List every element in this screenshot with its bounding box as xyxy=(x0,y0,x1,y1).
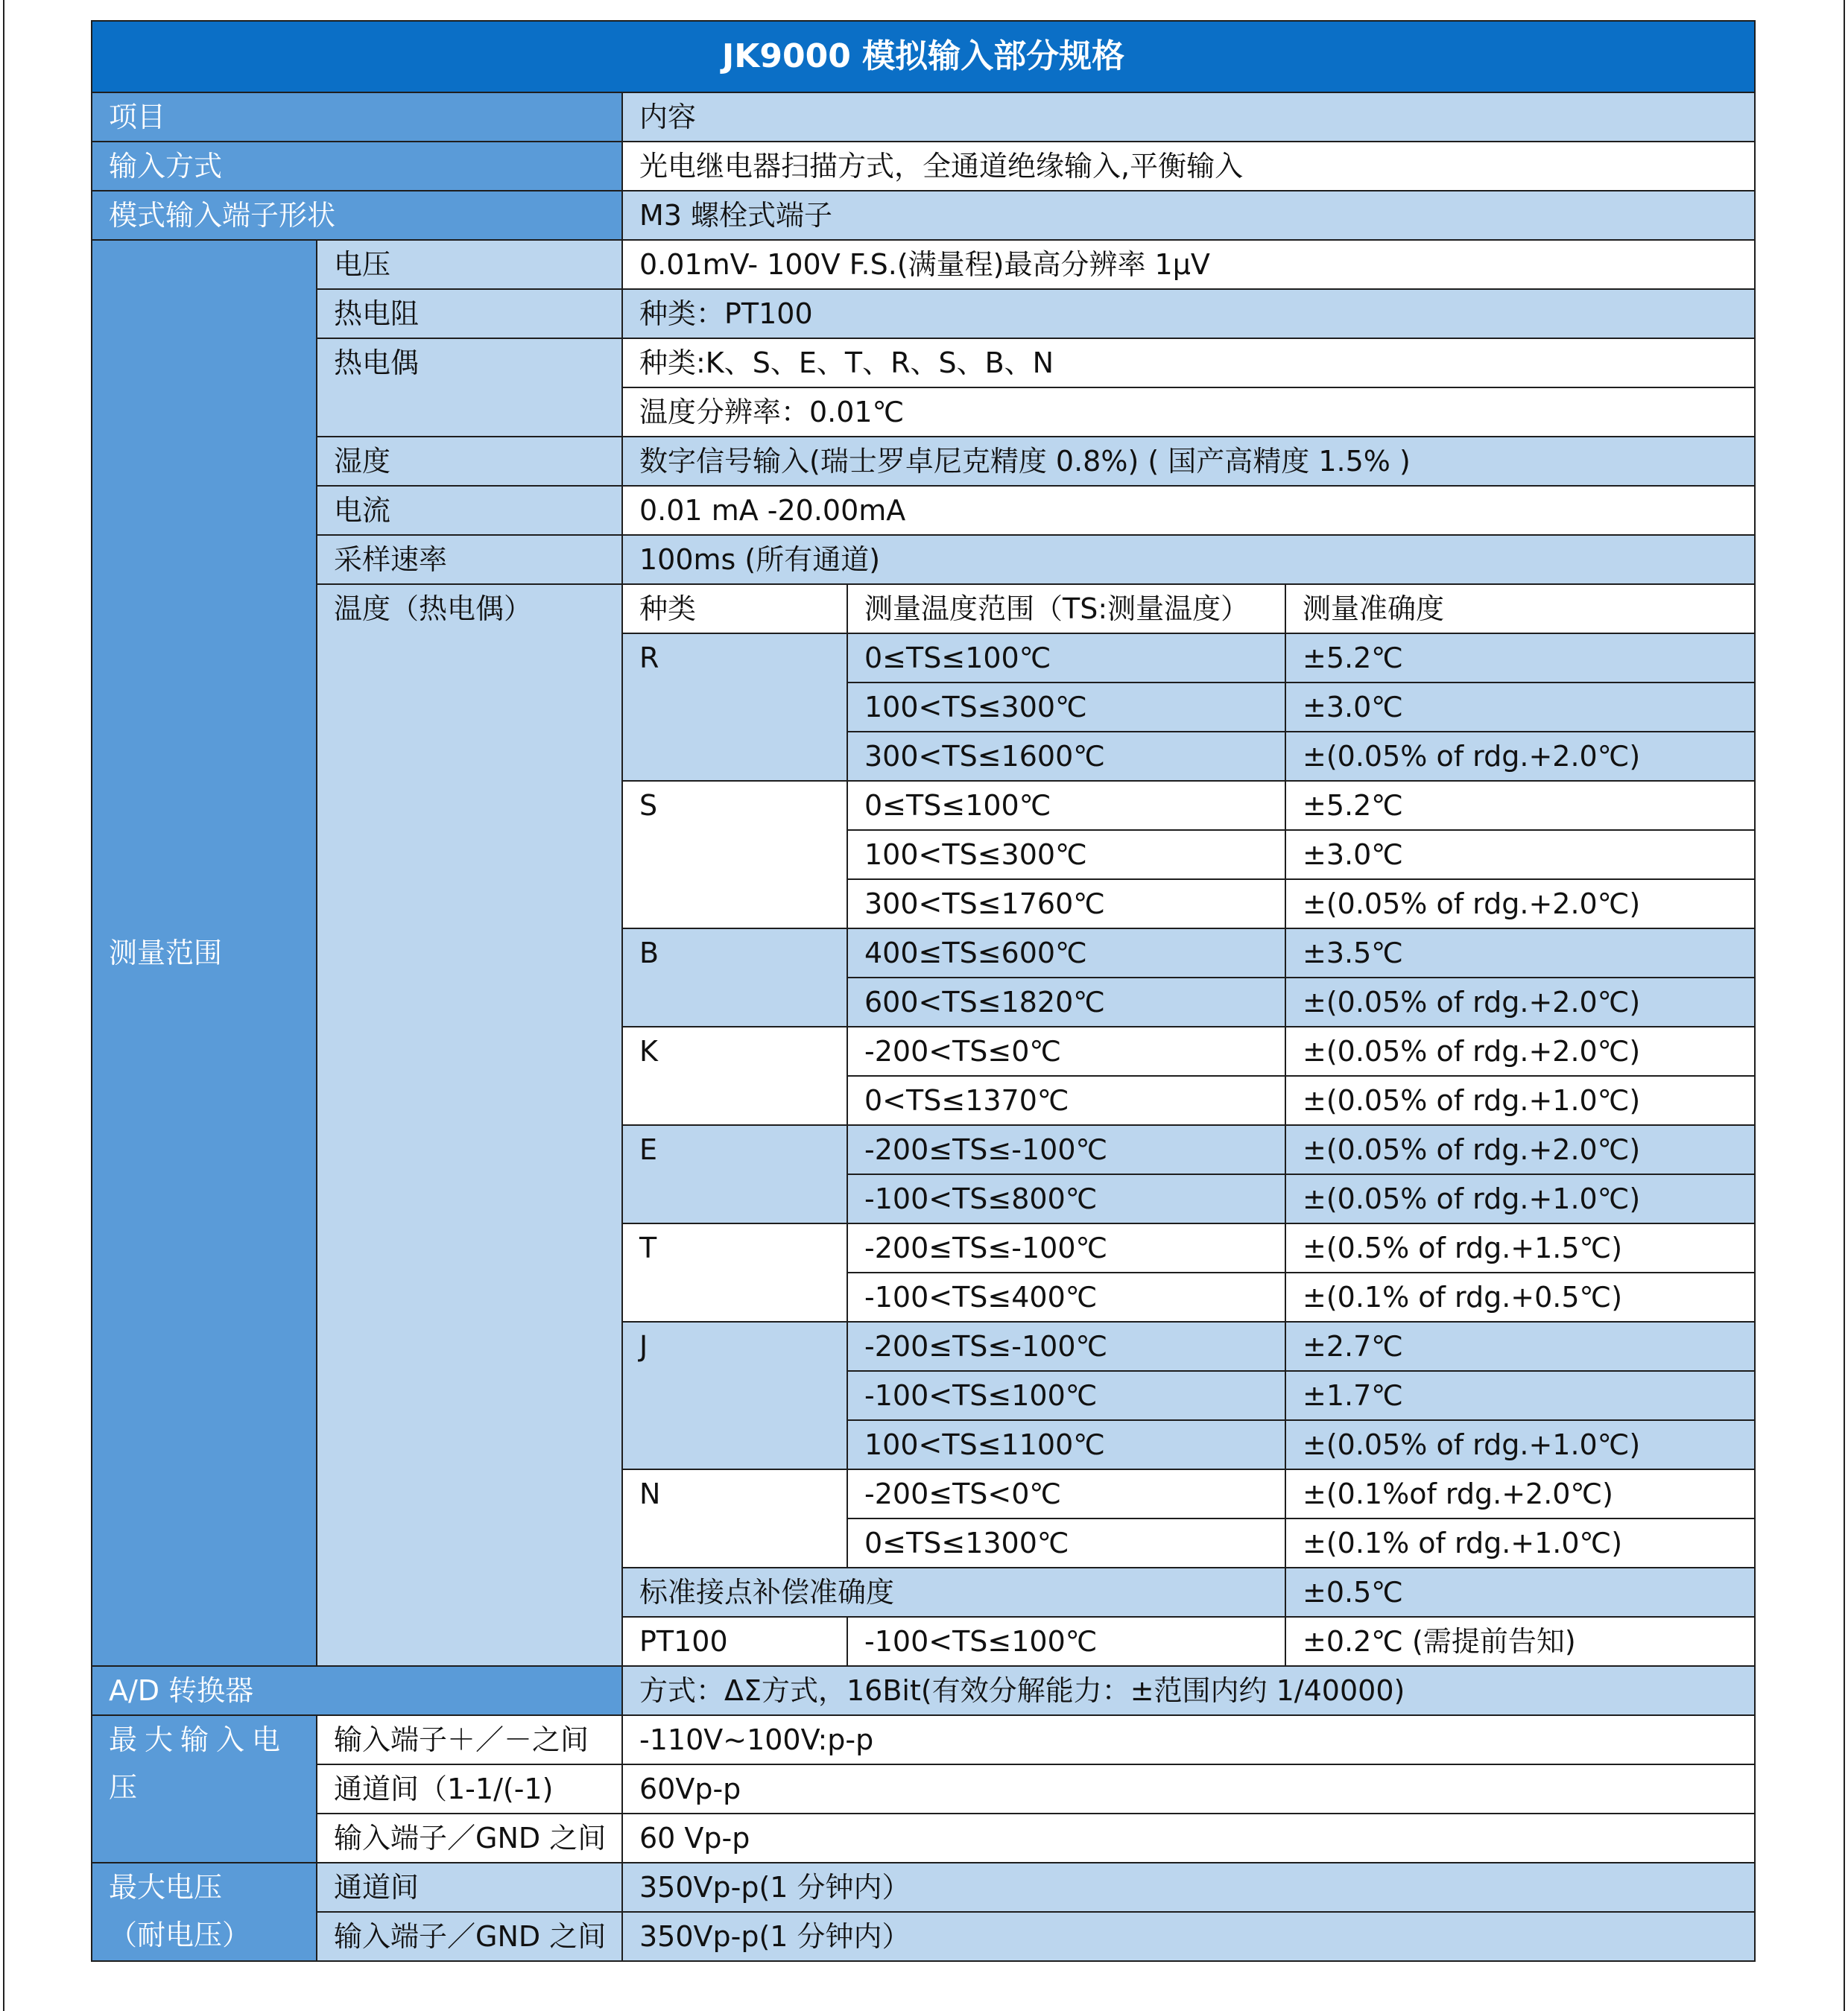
tc-type: R xyxy=(622,633,847,781)
tc-range: -100<TS≤100℃ xyxy=(847,1371,1285,1420)
page-title: JK9000 模拟输入部分规格 xyxy=(92,21,1755,92)
tc-label: 温度（热电偶） xyxy=(317,584,622,1666)
measure-range-label: 测量范围 xyxy=(92,240,317,1666)
tc-accuracy: ±(0.1% of rdg.+0.5℃) xyxy=(1285,1273,1755,1322)
tc-range: -200≤TS<0℃ xyxy=(847,1469,1285,1518)
terminal-shape-value: M3 螺栓式端子 xyxy=(622,191,1755,240)
terminal-shape-label: 模式输入端子形状 xyxy=(92,191,622,240)
max-voltage-label-line1: 最大电压 xyxy=(109,1871,223,1904)
tc-type: N xyxy=(622,1469,847,1568)
rtd-value: 种类：PT100 xyxy=(622,289,1755,338)
current-label: 电流 xyxy=(317,486,622,535)
pt100-type: PT100 xyxy=(622,1617,847,1666)
tc-accuracy: ±(0.05% of rdg.+2.0℃) xyxy=(1285,1027,1755,1076)
header-content: 内容 xyxy=(622,92,1755,142)
tc-accuracy: ±2.7℃ xyxy=(1285,1322,1755,1371)
max-input-row-value: -110V~100V:p-p xyxy=(622,1715,1755,1764)
tc-accuracy: ±(0.05% of rdg.+2.0℃) xyxy=(1285,978,1755,1027)
input-method-value: 光电继电器扫描方式，全通道绝缘输入,平衡输入 xyxy=(622,142,1755,191)
tc-accuracy: ±3.0℃ xyxy=(1285,683,1755,732)
tc-accuracy: ±(0.05% of rdg.+2.0℃) xyxy=(1285,732,1755,781)
tc-accuracy: ±(0.05% of rdg.+1.0℃) xyxy=(1285,1420,1755,1469)
title-row xyxy=(92,21,1755,92)
pt100-range: -100<TS≤100℃ xyxy=(847,1617,1285,1666)
voltage-value: 0.01mV- 100V F.S.(满量程)最高分辨率 1μV xyxy=(622,240,1755,289)
rtd-label: 热电阻 xyxy=(317,289,622,338)
thermocouple-label: 热电偶 xyxy=(317,338,622,437)
spec-table xyxy=(91,20,1756,1962)
table-row xyxy=(92,1715,1755,1764)
header-item: 项目 xyxy=(92,92,622,142)
max-input-row-label: 输入端子／GND 之间 xyxy=(317,1814,622,1863)
thermocouple-types: 种类:K、S、E、T、R、S、B、N xyxy=(622,338,1755,387)
table-row xyxy=(92,289,1755,338)
max-voltage-label xyxy=(92,1863,317,1961)
max-input-row-label: 通道间（1-1/(-1) xyxy=(317,1764,622,1814)
sampling-value: 100ms (所有通道) xyxy=(622,535,1755,584)
tc-range: -200≤TS≤-100℃ xyxy=(847,1125,1285,1174)
tc-range: 0≤TS≤1300℃ xyxy=(847,1518,1285,1568)
max-voltage-row-value: 350Vp-p(1 分钟内） xyxy=(622,1912,1755,1961)
max-voltage-label-line2: （耐电压） xyxy=(109,1919,251,1951)
table-row xyxy=(92,486,1755,535)
tc-accuracy: ±(0.05% of rdg.+1.0℃) xyxy=(1285,1076,1755,1125)
tc-accuracy: ±(0.05% of rdg.+2.0℃) xyxy=(1285,1125,1755,1174)
tc-header-row xyxy=(92,584,1755,633)
tc-range: 0<TS≤1370℃ xyxy=(847,1076,1285,1125)
sampling-label: 采样速率 xyxy=(317,535,622,584)
input-method-label: 输入方式 xyxy=(92,142,622,191)
tc-range: 0≤TS≤100℃ xyxy=(847,633,1285,683)
tc-type: E xyxy=(622,1125,847,1223)
tc-range: 100<TS≤300℃ xyxy=(847,683,1285,732)
tc-range: 300<TS≤1760℃ xyxy=(847,879,1285,928)
tc-col-range: 测量温度范围（TS:测量温度） xyxy=(847,584,1285,633)
humidity-label: 湿度 xyxy=(317,437,622,486)
tc-accuracy: ±3.5℃ xyxy=(1285,928,1755,978)
tc-accuracy: ±3.0℃ xyxy=(1285,830,1755,879)
cold-junction-label: 标准接点补偿准确度 xyxy=(622,1568,1285,1617)
table-row xyxy=(92,437,1755,486)
tc-type: J xyxy=(622,1322,847,1469)
tc-range: -200<TS≤0℃ xyxy=(847,1027,1285,1076)
table-row xyxy=(92,240,1755,289)
tc-range: 100<TS≤1100℃ xyxy=(847,1420,1285,1469)
tc-range: 100<TS≤300℃ xyxy=(847,830,1285,879)
cold-junction-accuracy: ±0.5℃ xyxy=(1285,1568,1755,1617)
tc-type: S xyxy=(622,781,847,928)
table-row xyxy=(92,1764,1755,1814)
tc-accuracy: ±(0.05% of rdg.+2.0℃) xyxy=(1285,879,1755,928)
tc-col-type: 种类 xyxy=(622,584,847,633)
max-voltage-row-label: 输入端子／GND 之间 xyxy=(317,1912,622,1961)
header-row xyxy=(92,92,1755,142)
max-input-voltage-label: 最大输入电压 xyxy=(92,1715,317,1863)
max-voltage-row-label: 通道间 xyxy=(317,1863,622,1912)
table-row xyxy=(92,1814,1755,1863)
tc-accuracy: ±(0.5% of rdg.+1.5℃) xyxy=(1285,1223,1755,1273)
tc-accuracy: ±(0.05% of rdg.+1.0℃) xyxy=(1285,1174,1755,1223)
tc-range: -200≤TS≤-100℃ xyxy=(847,1322,1285,1371)
adc-value: 方式：ΔΣ方式，16Bit(有效分解能力：±范围内约 1/40000) xyxy=(622,1666,1755,1715)
max-input-row-label: 输入端子＋／－之间 xyxy=(317,1715,622,1764)
adc-label: A/D 转换器 xyxy=(92,1666,622,1715)
tc-accuracy: ±(0.1%of rdg.+2.0℃) xyxy=(1285,1469,1755,1518)
pt100-accuracy: ±0.2℃ (需提前告知) xyxy=(1285,1617,1755,1666)
max-input-row-value: 60Vp-p xyxy=(622,1764,1755,1814)
humidity-value: 数字信号输入(瑞士罗卓尼克精度 0.8%) ( 国产高精度 1.5% ) xyxy=(622,437,1755,486)
tc-col-accuracy: 测量准确度 xyxy=(1285,584,1755,633)
max-voltage-row-value: 350Vp-p(1 分钟内） xyxy=(622,1863,1755,1912)
tc-range: -200≤TS≤-100℃ xyxy=(847,1223,1285,1273)
max-input-row-value: 60 Vp-p xyxy=(622,1814,1755,1863)
tc-type: K xyxy=(622,1027,847,1125)
table-row xyxy=(92,1666,1755,1715)
tc-range: 600<TS≤1820℃ xyxy=(847,978,1285,1027)
tc-range: -100<TS≤400℃ xyxy=(847,1273,1285,1322)
tc-range: -100<TS≤800℃ xyxy=(847,1174,1285,1223)
tc-range: 0≤TS≤100℃ xyxy=(847,781,1285,830)
tc-accuracy: ±(0.1% of rdg.+1.0℃) xyxy=(1285,1518,1755,1568)
tc-accuracy: ±5.2℃ xyxy=(1285,781,1755,830)
voltage-label: 电压 xyxy=(317,240,622,289)
thermocouple-resolution: 温度分辨率：0.01℃ xyxy=(622,387,1755,437)
tc-accuracy: ±1.7℃ xyxy=(1285,1371,1755,1420)
table-row xyxy=(92,1863,1755,1912)
tc-range: 400≤TS≤600℃ xyxy=(847,928,1285,978)
tc-range: 300<TS≤1600℃ xyxy=(847,732,1285,781)
tc-type: T xyxy=(622,1223,847,1322)
current-value: 0.01 mA -20.00mA xyxy=(622,486,1755,535)
table-row xyxy=(92,191,1755,240)
table-row xyxy=(92,535,1755,584)
table-row xyxy=(92,142,1755,191)
table-row xyxy=(92,1912,1755,1961)
tc-accuracy: ±5.2℃ xyxy=(1285,633,1755,683)
table-row xyxy=(92,338,1755,387)
tc-type: B xyxy=(622,928,847,1027)
